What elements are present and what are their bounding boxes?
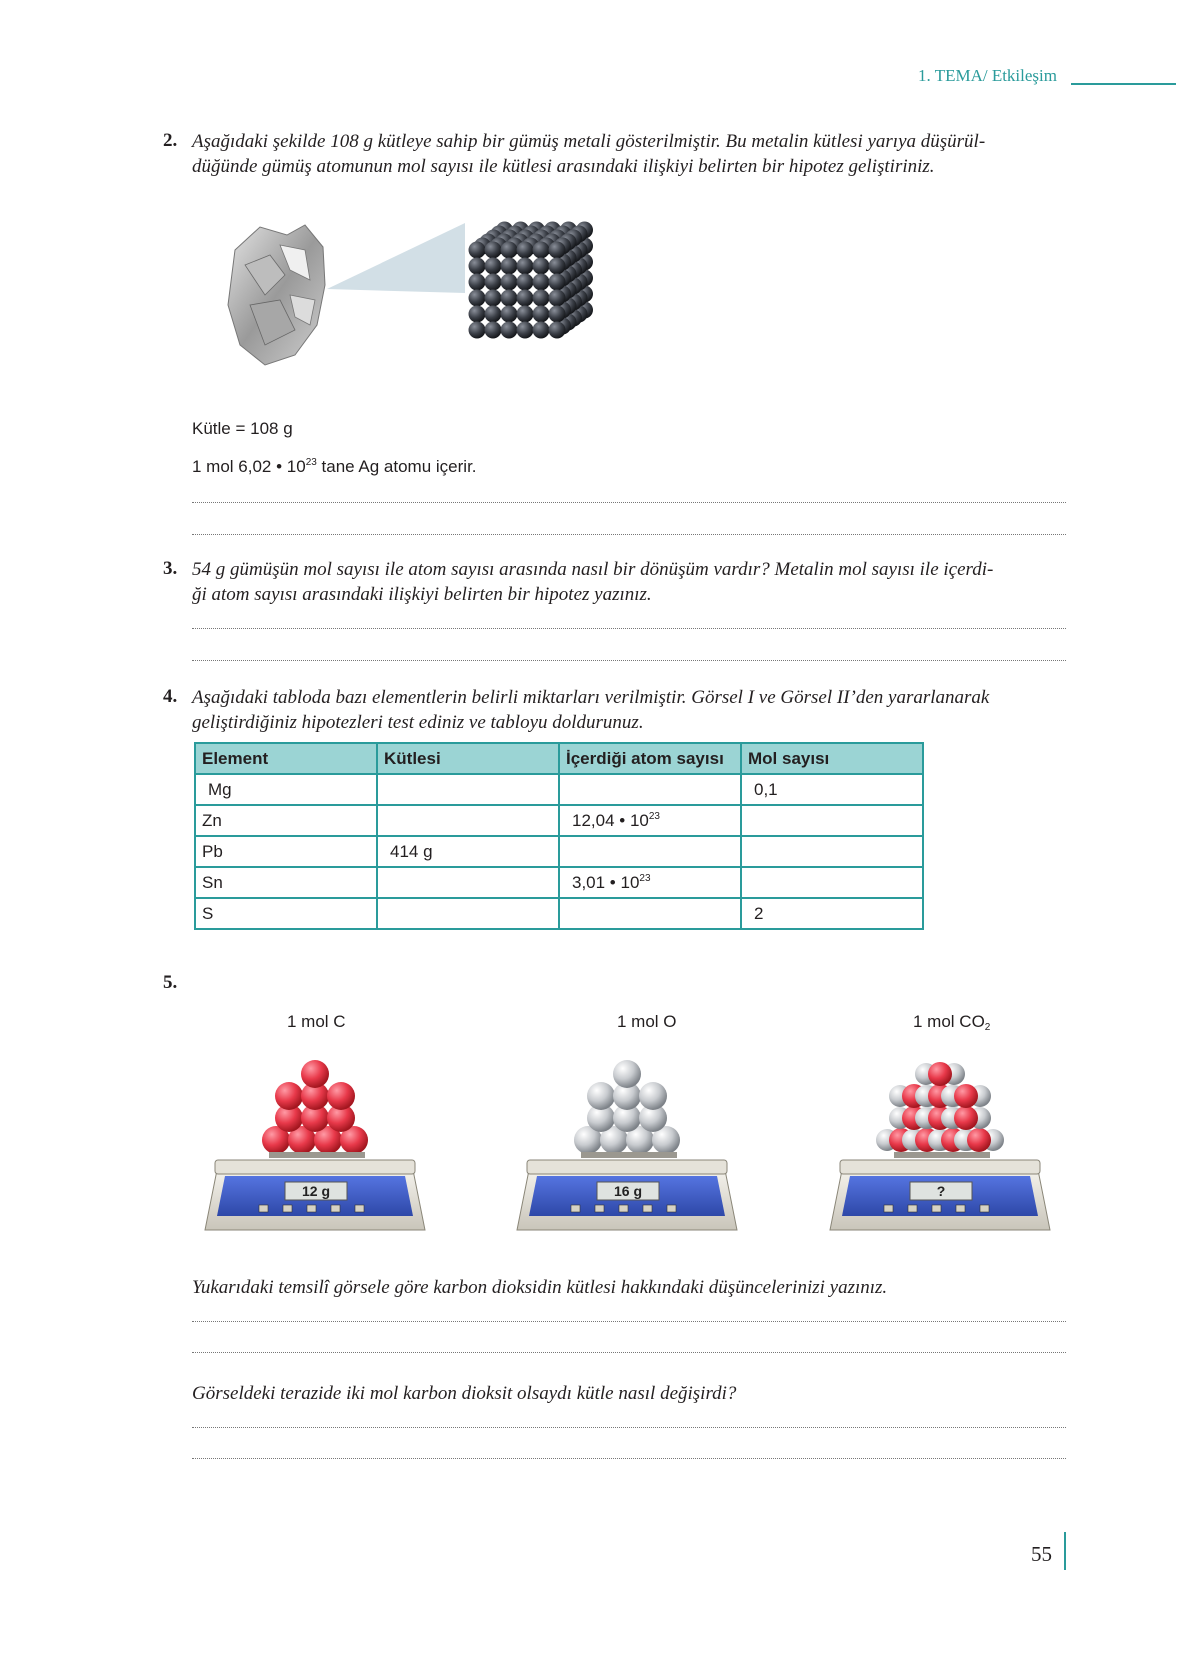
silver-atom <box>501 242 518 259</box>
silver-atom <box>549 242 566 259</box>
cell-atoms: 12,04 • $10^{23}$ <box>559 805 741 836</box>
silver-atom <box>517 274 534 291</box>
q2-line2: düğünde gümüş atomunun mol sayısı ile kütlesi arasındaki ilişkiyi belirten bir hipotez geliştiriniz. <box>192 156 935 177</box>
atom-pile <box>262 1060 368 1154</box>
silver-atom <box>533 290 550 307</box>
cell-atoms[interactable] <box>559 774 741 805</box>
answer-line[interactable] <box>192 502 1066 503</box>
scale-button <box>619 1205 628 1212</box>
silver-atom <box>469 274 486 291</box>
answer-line[interactable] <box>192 1427 1066 1428</box>
cell-mol[interactable] <box>741 836 923 867</box>
atom-pile <box>574 1060 680 1154</box>
header-rule <box>1071 83 1176 85</box>
cell-mass[interactable] <box>377 898 559 929</box>
q5-question2: Görseldeki terazide iki mol karbon dioksit olsaydı kütle nasıl değişirdi? <box>192 1383 737 1404</box>
silver-atom <box>485 322 502 339</box>
header-title: 1. TEMA/ Etkileşim <box>918 66 1057 85</box>
scale-1 <box>205 1060 425 1230</box>
oxygen-atom <box>639 1082 667 1110</box>
table-header-mass: Kütlesi <box>377 743 559 774</box>
silver-atom <box>549 290 566 307</box>
silver-atom <box>469 242 486 259</box>
silver-atom <box>517 258 534 275</box>
carbon-atom <box>327 1082 355 1110</box>
silver-atom <box>549 258 566 275</box>
cell-mass[interactable] <box>377 774 559 805</box>
scale-pan <box>894 1152 990 1158</box>
silver-metal-illustration <box>225 205 595 385</box>
scale-button <box>956 1205 965 1212</box>
cell-mass[interactable] <box>377 867 559 898</box>
silver-atom <box>517 290 534 307</box>
silver-atom <box>501 306 518 323</box>
scale-button <box>980 1205 989 1212</box>
scale-pan <box>581 1152 677 1158</box>
scale-display-value: 12 g <box>301 1183 331 1199</box>
answer-line[interactable] <box>192 660 1066 661</box>
scale-label-co2: 1 mol $CO_2$ <box>913 1012 991 1033</box>
page-number: 55 <box>1031 1542 1052 1566</box>
silver-atom <box>485 306 502 323</box>
q5-question1: Yukarıdaki temsilî görsele göre karbon dioksidin kütlesi hakkındaki düşüncelerinizi yazınız. <box>192 1277 888 1298</box>
answer-line[interactable] <box>192 628 1066 629</box>
scale-top <box>527 1160 727 1174</box>
q3-line1: 54 g gümüşün mol sayısı ile atom sayısı arasında nasıl bir dönüşüm vardır? Metalin mol sayısı ile içerdi- <box>192 559 994 580</box>
scale-display-value: ? <box>936 1183 946 1199</box>
element-table <box>194 742 924 930</box>
silver-atom <box>533 322 550 339</box>
table-row <box>195 867 923 898</box>
silver-atom <box>485 274 502 291</box>
scale-label-oxygen: 1 mol O <box>617 1012 677 1031</box>
scales-illustration <box>195 1040 1085 1240</box>
silver-atom <box>501 322 518 339</box>
cell-mol[interactable] <box>741 867 923 898</box>
scale-top <box>840 1160 1040 1174</box>
silver-atom <box>469 290 486 307</box>
atom-pile <box>876 1062 1004 1152</box>
scale-pan <box>269 1152 365 1158</box>
cell-atoms[interactable] <box>559 836 741 867</box>
q2-mass: Kütle = 108 g <box>192 419 293 438</box>
scale-button <box>643 1205 652 1212</box>
silver-atom <box>517 242 534 259</box>
carbon-atom <box>301 1060 329 1088</box>
scale-button <box>331 1205 340 1212</box>
cell-mass: 414 g <box>377 836 559 867</box>
page-header <box>857 64 1187 88</box>
scale-button <box>595 1205 604 1212</box>
scale-3 <box>830 1062 1050 1230</box>
silver-atom <box>549 322 566 339</box>
q4-line1: Aşağıdaki tabloda bazı elementlerin belirli miktarları verilmiştir. Görsel I ve Görsel II’den yararlanarak <box>192 687 990 708</box>
answer-line[interactable] <box>192 1321 1066 1322</box>
table-header-element: Element <box>195 743 377 774</box>
answer-line[interactable] <box>192 534 1066 535</box>
cell-element: Sn <box>195 867 377 898</box>
scale-2 <box>517 1060 737 1230</box>
cell-element: Mg <box>195 774 377 805</box>
silver-atom <box>501 274 518 291</box>
silver-atom <box>517 306 534 323</box>
q2-text <box>192 129 1092 179</box>
silver-atom <box>549 306 566 323</box>
q2-mol-prefix: 1 mol 6,02 • 10 <box>192 457 306 476</box>
scale-display-value: 16 g <box>613 1183 643 1199</box>
silver-atom <box>549 274 566 291</box>
silver-atom <box>501 258 518 275</box>
page-number-bar <box>1064 1532 1066 1570</box>
q4-number: 4. <box>163 686 178 707</box>
cell-mass[interactable] <box>377 805 559 836</box>
cell-mol: 2 <box>741 898 923 929</box>
scale-button <box>908 1205 917 1212</box>
co2-molecule <box>915 1062 965 1086</box>
scale-button <box>932 1205 941 1212</box>
carbon-atom <box>275 1082 303 1110</box>
q3-text <box>192 557 1092 607</box>
scale-top <box>215 1160 415 1174</box>
q2-mol-info <box>192 457 477 477</box>
silver-atom-lattice <box>469 222 594 339</box>
silver-atom <box>533 306 550 323</box>
silver-atom <box>485 242 502 259</box>
silver-atom <box>533 274 550 291</box>
scale-button <box>667 1205 676 1212</box>
silver-atom <box>485 290 502 307</box>
q3-line2: ği atom sayısı arasındaki ilişkiyi belirten bir hipotez yazınız. <box>192 584 652 605</box>
table-row <box>195 836 923 867</box>
zoom-cone <box>327 223 465 293</box>
silver-atom <box>469 306 486 323</box>
silver-nugget <box>228 225 325 365</box>
table-header-atoms: İçerdiği atom sayısı <box>559 743 741 774</box>
cell-mol: 0,1 <box>741 774 923 805</box>
q3-number: 3. <box>163 558 178 579</box>
cell-element: S <box>195 898 377 929</box>
silver-atom <box>517 322 534 339</box>
scale-button <box>259 1205 268 1212</box>
scale-label-carbon: 1 mol C <box>287 1012 346 1031</box>
answer-line[interactable] <box>192 1458 1066 1459</box>
q4-text <box>192 685 1092 735</box>
table-header-row <box>195 743 923 774</box>
table-header-mol: Mol sayısı <box>741 743 923 774</box>
co2-molecule <box>954 1128 1004 1152</box>
q2-mol-suffix: tane Ag atomu içerir. <box>316 457 477 476</box>
cell-atoms[interactable] <box>559 898 741 929</box>
scale-button <box>307 1205 316 1212</box>
oxygen-atom <box>613 1060 641 1088</box>
cell-mol[interactable] <box>741 805 923 836</box>
silver-atom <box>533 258 550 275</box>
silver-atom <box>485 258 502 275</box>
scale-button <box>355 1205 364 1212</box>
co2-molecule <box>941 1084 991 1108</box>
q2-number: 2. <box>163 130 178 151</box>
co2-molecule <box>941 1106 991 1130</box>
scale-button <box>571 1205 580 1212</box>
scale-button <box>884 1205 893 1212</box>
silver-atom <box>469 258 486 275</box>
q2-line1: Aşağıdaki şekilde 108 g kütleye sahip bir gümüş metali gösterilmiştir. Bu metalin kütlesi yarıya düşürül- <box>192 131 986 152</box>
scale-button <box>283 1205 292 1212</box>
table-row <box>195 898 923 929</box>
cell-element: Pb <box>195 836 377 867</box>
table-row <box>195 805 923 836</box>
silver-atom <box>501 290 518 307</box>
table-row <box>195 774 923 805</box>
silver-atom <box>469 322 486 339</box>
cell-atoms: 3,01 • $10^{23}$ <box>559 867 741 898</box>
q4-line2: geliştirdiğiniz hipotezleri test ediniz ve tabloyu doldurunuz. <box>192 712 644 733</box>
oxygen-atom <box>587 1082 615 1110</box>
silver-atom <box>533 242 550 259</box>
answer-line[interactable] <box>192 1352 1066 1353</box>
q2-mol-exp: 23 <box>305 457 317 468</box>
cell-element: Zn <box>195 805 377 836</box>
q5-number: 5. <box>163 972 178 993</box>
